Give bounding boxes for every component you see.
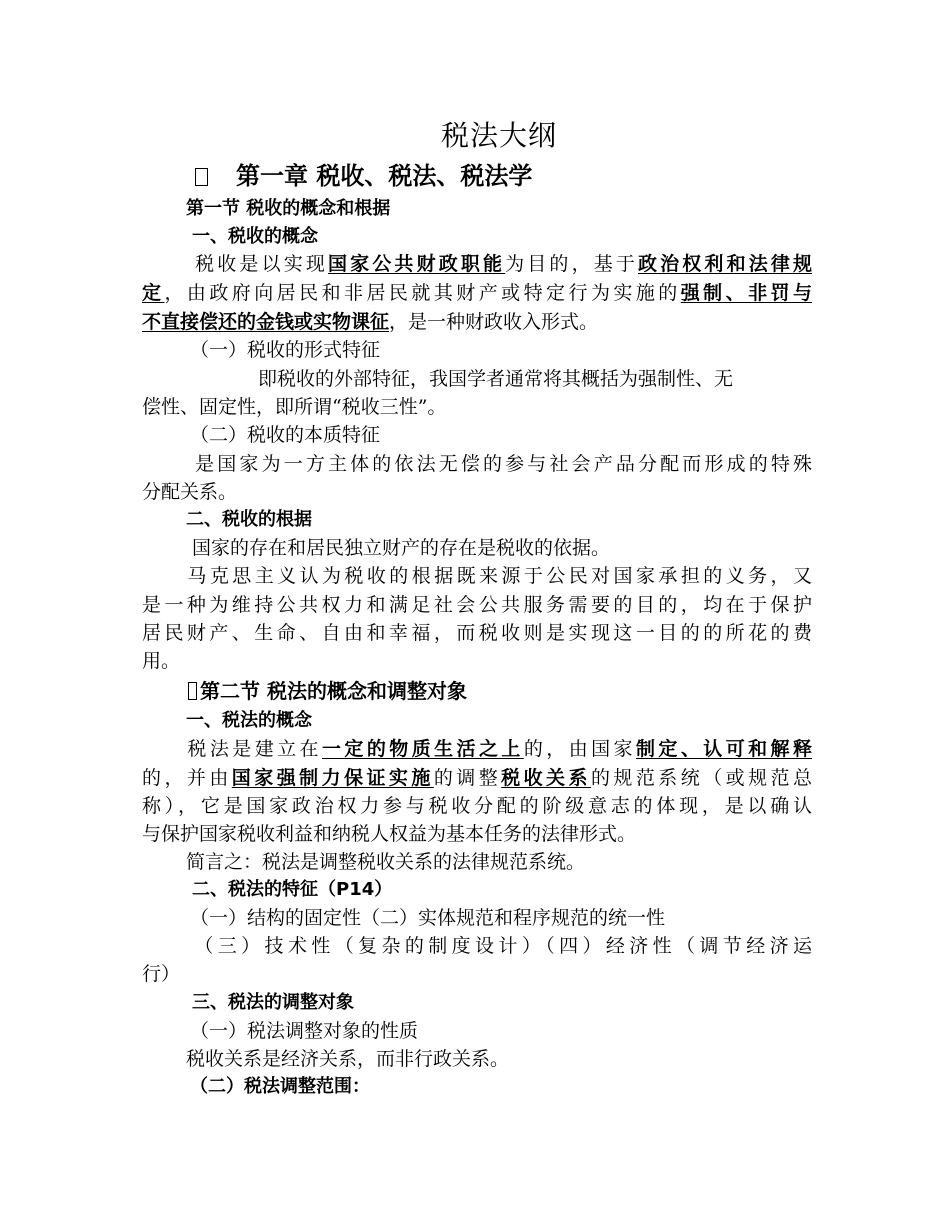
paragraph-line: 马克思主义认为税收的根据既来源于公民对国家承担的义务，又 [184, 565, 812, 587]
subheading: （二）税法调整范围： [190, 1076, 370, 1097]
paragraph-line: 行） [142, 963, 181, 985]
subheading: （二）税收的本质特征 [190, 424, 381, 446]
document-title: 税法大纲 [441, 119, 558, 152]
paragraph-line: 是一种为维持公共权力和满足社会公共服务需要的目的，均在于保护 [142, 594, 812, 616]
heading-tax-concept: 一、税收的概念 [192, 226, 318, 247]
section-2-heading [188, 677, 467, 705]
paragraph-line: 居民财产、生命、自由和幸福，而税收则是实现这一目的的所花的费 [142, 622, 812, 644]
paragraph-line: 税收关系是经济关系，而非行政关系。 [186, 1048, 510, 1070]
paragraph-line: 用。 [142, 650, 181, 672]
subheading: （一）税法调整对象的性质 [190, 1020, 419, 1042]
section-2-title: 第二节 税法的概念和调整对象 [200, 679, 467, 703]
paragraph-line: 称），它是国家政治权力参与税收分配的阶级意志的体现，是以确认 [142, 795, 812, 817]
heading-tax-law-features: 二、税法的特征（P14） [192, 879, 393, 900]
paragraph-line: 分配关系。 [142, 481, 238, 503]
paragraph-line: 与保护国家税收利益和纳税人权益为基本任务的法律形式。 [142, 823, 637, 845]
chapter-title: 第一章 税收、税法、税法学 [236, 161, 533, 190]
bullet-square-icon [195, 168, 208, 186]
chapter-heading [195, 160, 532, 192]
paragraph-line: （一）结构的固定性（二）实体规范和程序规范的统一性 [190, 907, 666, 929]
heading-tax-law-concept: 一、税法的概念 [186, 710, 312, 731]
paragraph-line: 是国家为一方主体的依法无偿的参与社会产品分配而形成的特殊 [192, 453, 812, 475]
paragraph-line: 即税收的外部特征，我国学者通常将其概括为强制性、无 [258, 368, 734, 390]
paragraph-line: 税收是以实现国家公共财政职能为目的，基于政治权利和法律规 [192, 253, 812, 275]
paragraph-line: 定，由政府向居民和非居民就其财产或特定行为实施的强制、非罚与 [142, 282, 812, 304]
section-1-title: 第一节 税收的概念和根据 [186, 198, 391, 219]
paragraph-line: （三）技术性（复杂的制度设计）（四）经济性（调节经济运 [190, 935, 812, 957]
paragraph-line: 不直接偿还的金钱或实物课征，是一种财政收入形式。 [142, 311, 599, 333]
paragraph-line: 税法是建立在一定的物质生活之上的，由国家制定、认可和解释 [184, 738, 812, 760]
heading-tax-law-object: 三、税法的调整对象 [192, 992, 354, 1013]
heading-tax-basis: 二、税收的根据 [186, 509, 312, 530]
paragraph-line: 偿性、固定性，即所谓“税收三性”。 [142, 396, 447, 418]
bullet-square-icon [188, 682, 197, 700]
paragraph-line: 简言之：税法是调整税收关系的法律规范系统。 [186, 851, 586, 873]
subheading: （一）税收的形式特征 [190, 339, 381, 361]
paragraph-line: 的，并由国家强制力保证实施的调整税收关系的规范系统（或规范总 [142, 767, 812, 789]
paragraph-line: 国家的存在和居民独立财产的存在是税收的依据。 [192, 537, 611, 559]
